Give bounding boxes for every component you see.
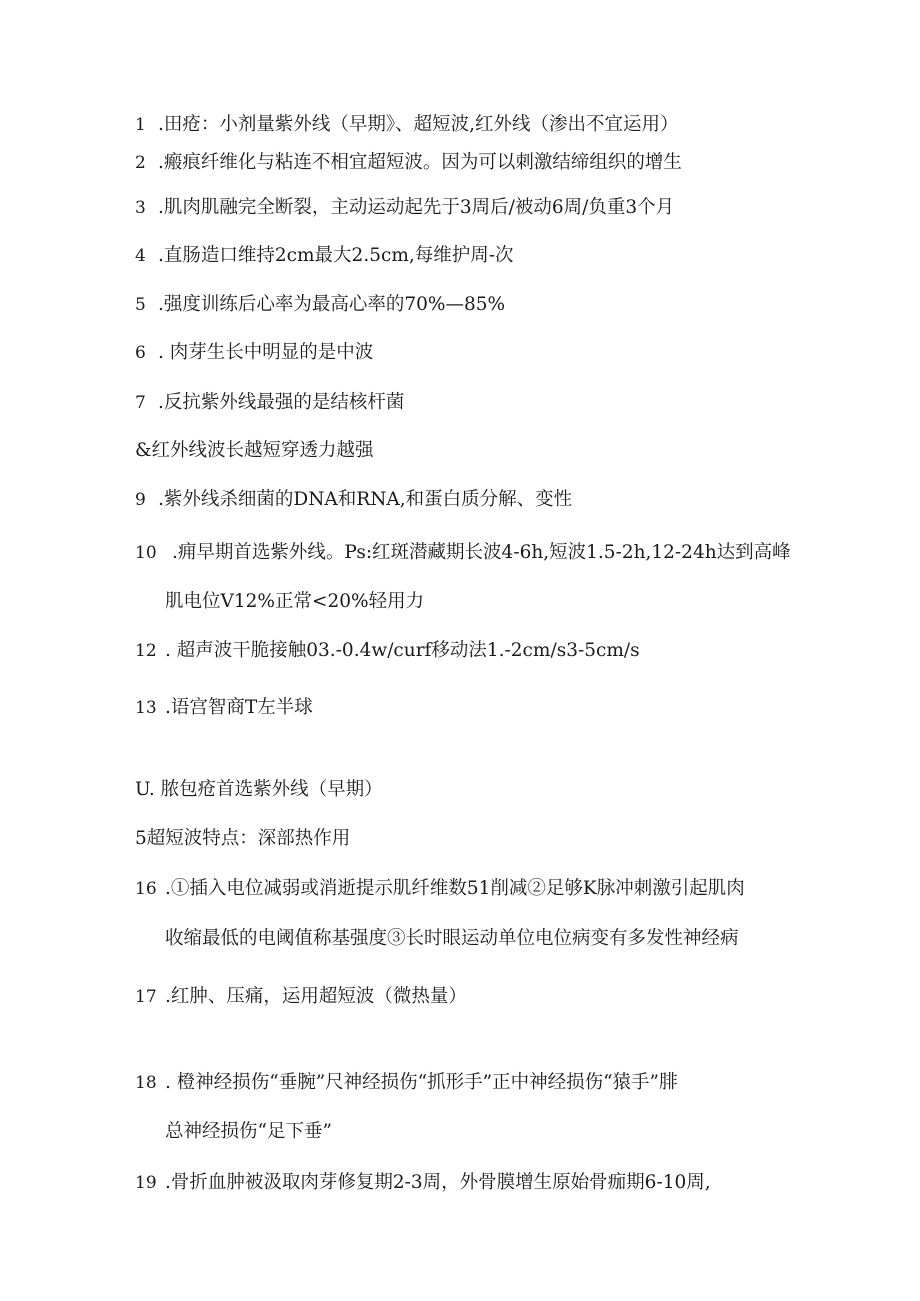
- item-text: .骨折血肿被汲取肉芽修复期2-3周，外骨膜增生原始骨痂期6-10周,: [165, 1172, 711, 1193]
- item-number: 7: [135, 393, 146, 413]
- item-number: 10: [135, 543, 157, 563]
- item-text: 肌电位V12%正常<20%轻用力: [165, 591, 425, 612]
- item-text: .紫外线杀细菌的DNA和RNA,和蛋白质分解、变性: [158, 489, 573, 510]
- item-text: 收缩最低的电阈值称基强度③长时眼运动单位电位病变有多发性神经病: [165, 928, 739, 949]
- item-text: .直肠造口维持2cm最大2.5cm,每维护周-次: [158, 245, 514, 266]
- item-number: 17: [135, 987, 157, 1007]
- item-text: .红肿、压痛，运用超短波（微热量）: [165, 986, 467, 1007]
- item-text: .①插入电位减弱或消逝提示肌纤维数51削减②足够K脉冲刺激引起肌肉: [165, 878, 745, 899]
- item-number: 4: [135, 246, 146, 266]
- item-text: .语宫智商T左半球: [165, 697, 313, 718]
- item-number: 18: [135, 1073, 157, 1093]
- item-text: 总神经损伤“足下垂”: [165, 1121, 332, 1142]
- item-text: .瘢痕纤维化与粘连不相宜超短波。因为可以刺激结缔组织的增生: [158, 152, 682, 173]
- item-number: 6: [135, 343, 146, 363]
- item-text: . 肉芽生长中明显的是中波: [158, 342, 374, 363]
- item-text: .痈早期首选紫外线。Ps:红斑潜藏期长波4-6h,短波1.5-2h,12-24h达到高峰: [172, 542, 791, 563]
- item-text: . 超声波干脆接触03.-0.4w/curf移动法1.-2cm∕s3-5cm∕s: [165, 640, 640, 661]
- item-text: .肌肉肌融完全断裂，主动运动起先于3周后/被动6周/负重3个月: [158, 197, 675, 218]
- item-text: &红外线波长越短穿透力越强: [135, 440, 374, 461]
- item-number: 3: [135, 198, 146, 218]
- item-number: 5: [135, 295, 146, 315]
- item-text: U. 脓包疮首选紫外线（早期）: [135, 779, 383, 800]
- item-text: .反抗紫外线最强的是结核杆菌: [158, 392, 405, 413]
- item-number: 12: [135, 641, 157, 661]
- item-number: 1: [135, 115, 146, 135]
- item-number: 9: [135, 490, 146, 510]
- item-text: .强度训练后心率为最高心率的70%—85%: [158, 294, 506, 315]
- item-text: .田疮：小剂量紫外线（早期》、超短波,红外线（渗出不宜运用）: [158, 114, 679, 135]
- item-text: 5超短波特点：深部热作用: [135, 828, 351, 849]
- item-number: 19: [135, 1173, 157, 1193]
- item-number: 2: [135, 153, 146, 173]
- item-number: 13: [135, 698, 157, 718]
- item-number: 16: [135, 879, 157, 899]
- item-text: . 橙神经损伤“垂腕”尺神经损伤“抓形手”正中神经损伤“猿手”腓: [165, 1072, 678, 1093]
